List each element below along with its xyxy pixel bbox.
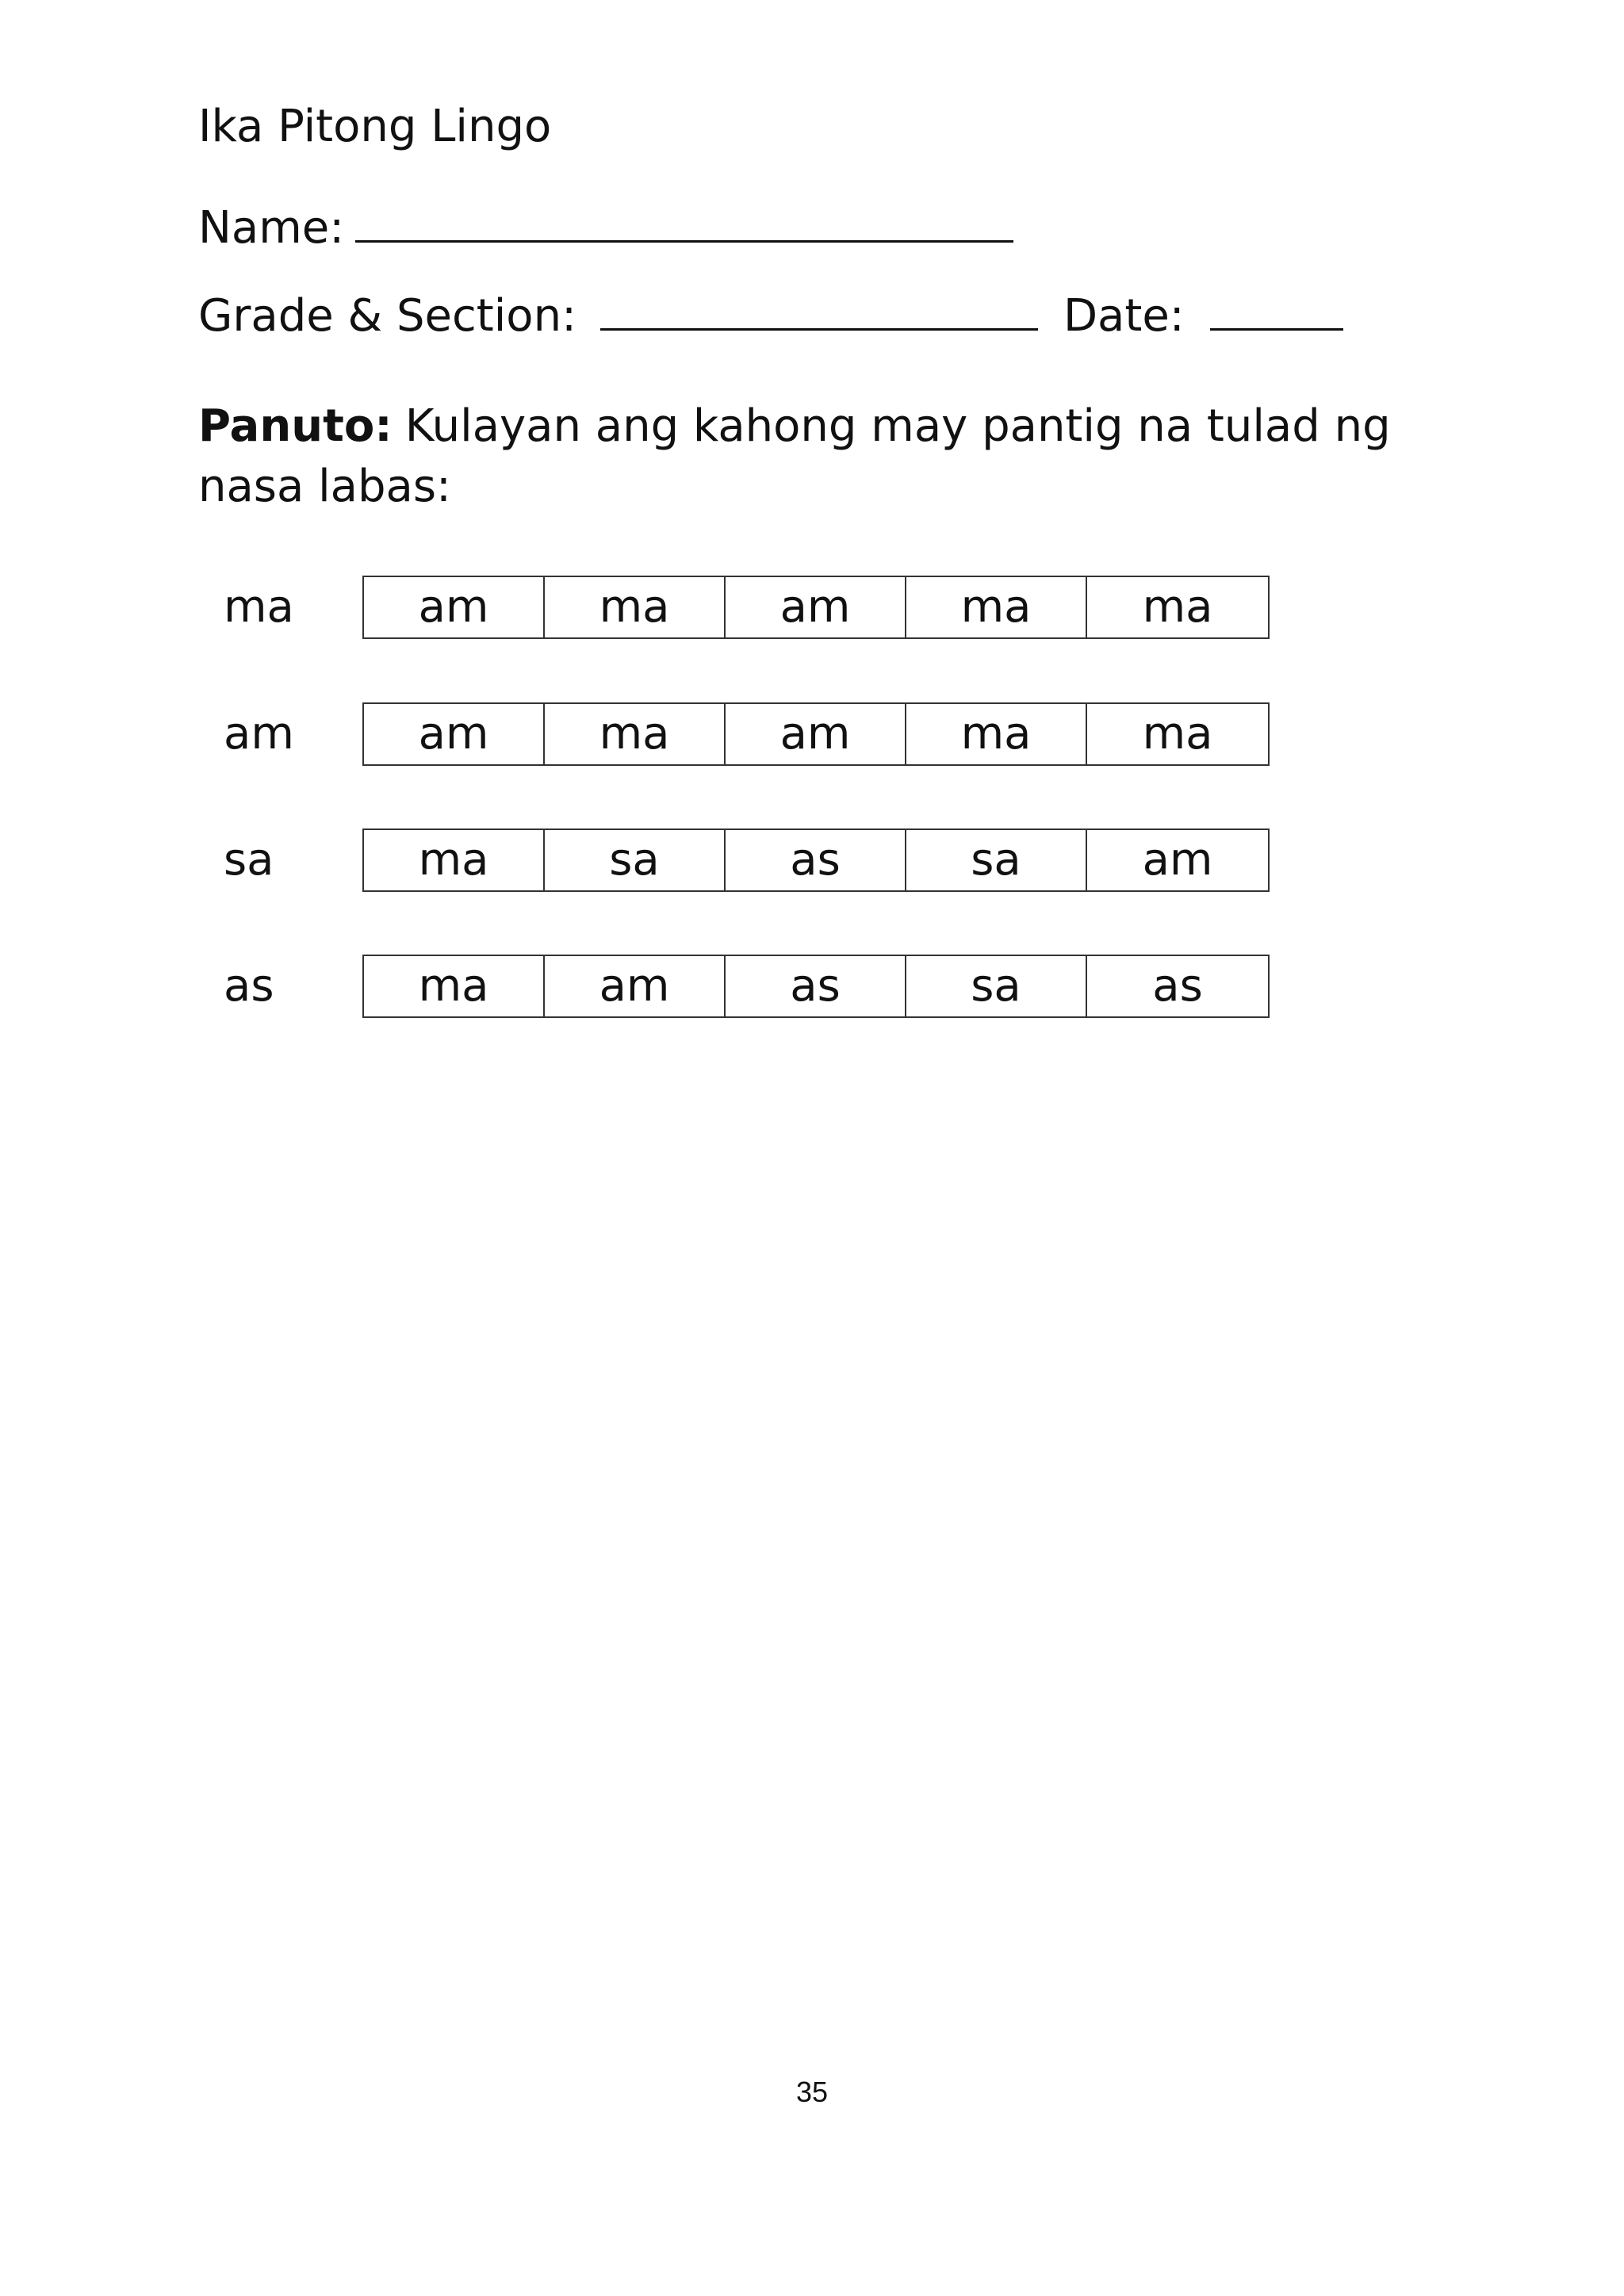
syllable-row [198, 955, 1277, 1018]
syllable-box[interactable]: ma [545, 577, 726, 637]
syllable-box[interactable]: am [726, 704, 906, 764]
row-label: am [224, 708, 294, 760]
grade-section-label: Grade & Section: [198, 290, 576, 342]
name-label: Name: [198, 202, 345, 254]
syllable-box[interactable]: am [364, 704, 545, 764]
grade-section-blank-line[interactable] [600, 290, 1038, 331]
date-blank-line[interactable] [1210, 290, 1343, 331]
syllable-box[interactable]: am [364, 577, 545, 637]
syllable-box[interactable]: ma [364, 830, 545, 890]
name-blank-line[interactable] [355, 202, 1013, 243]
page-number: 35 [795, 2076, 829, 2108]
syllable-box[interactable]: am [545, 956, 726, 1016]
syllable-box[interactable]: sa [906, 956, 1087, 1016]
syllable-box[interactable]: am [1142, 834, 1213, 886]
instructions [198, 396, 1435, 517]
syllable-box[interactable]: as [726, 956, 906, 1016]
name-field [198, 202, 1013, 254]
syllable-row [198, 702, 1277, 766]
row-label: as [224, 960, 274, 1012]
syllable-box[interactable]: sa [545, 830, 726, 890]
syllable-box[interactable]: ma [906, 704, 1087, 764]
syllable-box[interactable]: ma [906, 577, 1087, 637]
row-label: ma [224, 581, 294, 633]
syllable-box[interactable]: ma [1142, 581, 1213, 633]
syllable-box[interactable]: ma [1142, 708, 1213, 760]
date-label: Date: [1063, 290, 1185, 342]
syllable-box[interactable]: am [726, 577, 906, 637]
syllable-box[interactable]: as [1152, 960, 1203, 1012]
syllable-box[interactable]: as [726, 830, 906, 890]
syllable-row [198, 576, 1277, 639]
instructions-text: Kulayan ang kahong may pantig na tulad ng nasa labas: [198, 400, 1391, 512]
row-label: sa [224, 834, 274, 886]
syllable-box[interactable]: ma [364, 956, 545, 1016]
syllable-box[interactable]: sa [906, 830, 1087, 890]
syllable-boxes [362, 702, 1270, 766]
syllable-boxes [362, 576, 1270, 639]
grade-date-field [198, 290, 1343, 342]
syllable-boxes [362, 955, 1270, 1018]
syllable-box[interactable]: ma [545, 704, 726, 764]
worksheet-title: Ika Pitong Lingo [198, 101, 552, 152]
syllable-boxes [362, 828, 1270, 892]
instructions-label: Panuto: [198, 400, 393, 452]
syllable-row [198, 828, 1277, 892]
